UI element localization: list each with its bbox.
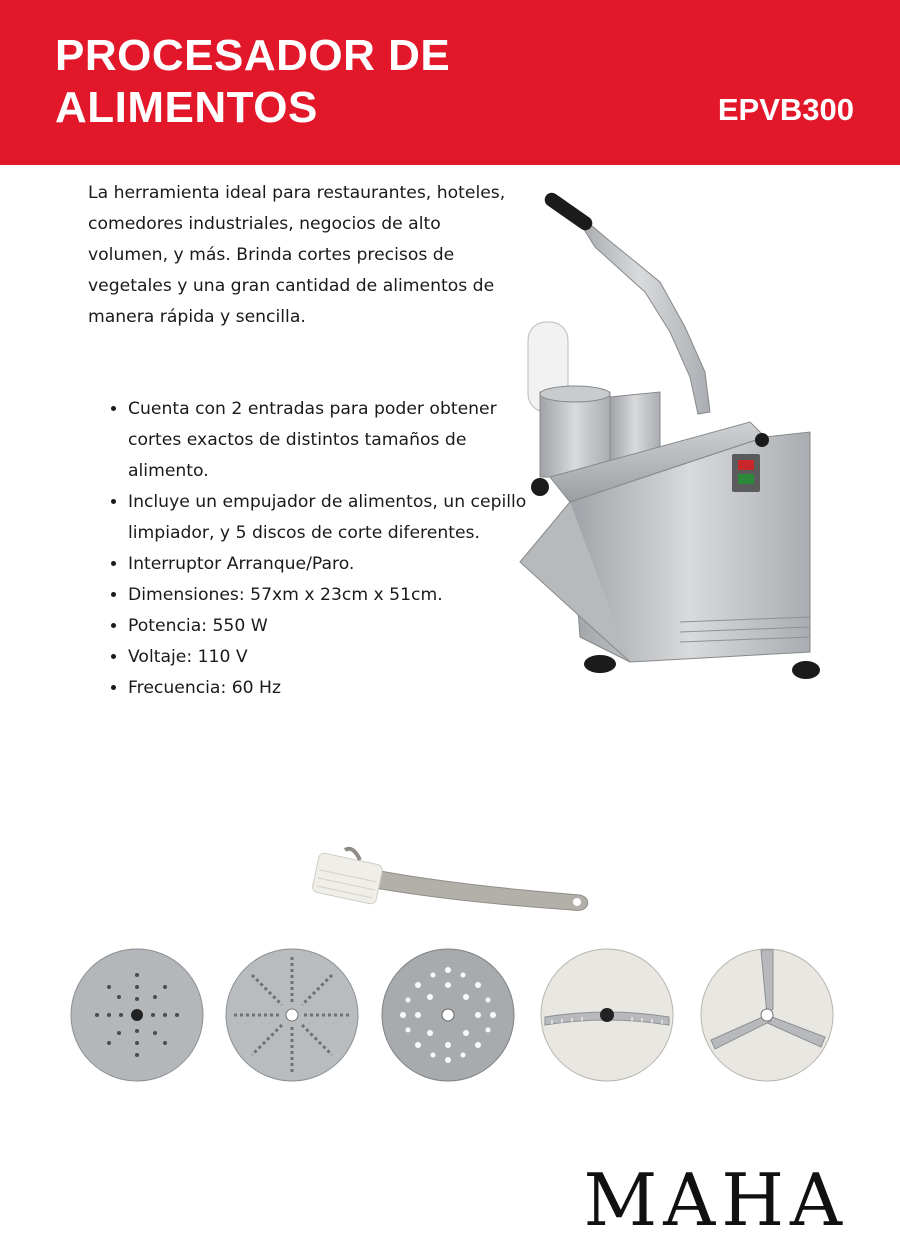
brand-logo: MAHA xyxy=(583,1158,848,1242)
feature-item: • Cuenta con 2 entradas para poder obtener cortes exactos de distintos tamaños de alimento. xyxy=(128,394,538,487)
julienne-disc-image xyxy=(537,945,677,1085)
shredding-disc-image xyxy=(378,945,518,1085)
food-processor-image xyxy=(510,182,830,682)
cleaning-brush-image xyxy=(305,840,595,930)
feature-item: • Incluye un empujador de alimentos, un cepillo limpiador, y 5 discos de corte diferentes. xyxy=(128,487,538,549)
feature-item: • Frecuencia: 60 Hz xyxy=(128,673,538,704)
grating-disc-image xyxy=(67,945,207,1085)
slicing-disc-image xyxy=(222,945,362,1085)
model-number: EPVB300 xyxy=(717,92,854,127)
title-line-1: PROCESADOR DE xyxy=(55,31,451,80)
feature-item: • Interruptor Arranque/Paro. xyxy=(128,549,538,580)
feature-item: • Potencia: 550 W xyxy=(128,611,538,642)
header-banner xyxy=(0,0,900,165)
feature-item: • Voltaje: 110 V xyxy=(128,642,538,673)
slicer-blade-disc-image xyxy=(697,945,837,1085)
product-title xyxy=(55,30,515,134)
intro-paragraph: La herramienta ideal para restaurantes, hoteles, comedores industriales, negocios de alto volumen, y más. Brinda cortes precisos de vegetales y una gran cantidad de alimentos de manera rápida y sencilla. xyxy=(88,183,506,327)
feature-list xyxy=(104,394,538,704)
feature-item: • Dimensiones: 57xm x 23cm x 51cm. xyxy=(128,580,538,611)
title-line-2: ALIMENTOS xyxy=(55,83,318,132)
